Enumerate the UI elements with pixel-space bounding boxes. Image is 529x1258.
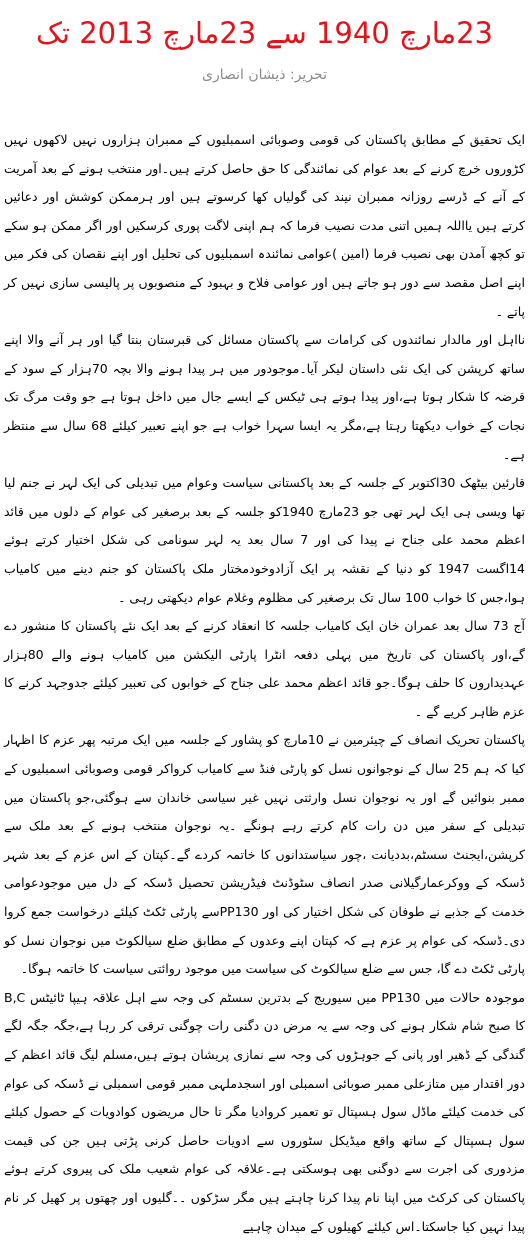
paragraph: آج 73 سال بعد عمران خان ایک کامیاب جلسہ کا انعقاد کرنے کے بعد ایک نئے پاکستان کا منشور دے گے،اور پاکستان کی تاریخ میں پہلی دفعہ انٹرا پارٹی الیکشن میں کامیاب ہونے والے 80ہزار عہدیداروں کا حلف ہوگا۔جو قائد اعظم محمد علی جناح کے خوابوں کی تعبیر کیلئے جدوجہد کرنے کا عزم ظاہر کریے گے ۔ xyxy=(4,618,525,719)
article-byline: تحریر: ذیشان انصاری xyxy=(202,67,327,83)
paragraph: نااہل اور مالدار نمائندوں کی کرامات سے پاکستان مسائل کی قبرستان بنتا گیا اور ہر آنے والا اپنے ساتھ کرپشن کی ایک نئی داستان لیکر آیا۔موجودور میں ہر پیدا ہونے والا بچہ 70ہزار کے سود کے قرضہ کا شکار ہوتا ہے،اور پیدا ہوتے ہی ٹیکس کے ایسے جال میں داخل ہوتا ہے جو وقت مرگ تک نجات کے خواب دیکھتا رہتا ہے،مگر یہ ایسا سہرا خواب ہے جو اپنے تعبیر کیلئے 68 سال سے منتظر ہے۔ xyxy=(4,332,525,462)
paragraph: ایک تحقیق کے مطابق پاکستان کی قومی وصوبائی اسمبلیوں کے ممبران ہزاروں نہیں لاکھوں نہیں کڑوروں خرچ کرنے کے بعد عوام کی نمائندگی کا حق حاصل کرتے ہیں۔اور منتخب ہونے کے بعد آمریت کے آنے کے ڈرسے روزانہ ممبران نیند کی گولیاں کھا کرسوتے ہیں اور ہرممکن کوشش اور دعائیں کرتے ہیں یااللہ ہمیں اتنی مدت نصیب فرما کہ ہم اپنی لاگت پوری کرسکیں اور اگر ممکن ہو سکے تو کچھ آمدن بھی نصیب فرما (امین )عوامی نمائندہ اسمبلیوں کی تحلیل اور اپنے نقصان کی فکر میں اپنے اصل مقصد سے دور ہو جاتے ہیں اور عوامی فلاح و بہبود کے منصوبوں پر پالیسی سازی نہیں کر پاتے ۔ xyxy=(4,132,525,319)
article-title: 23مارچ 1940 سے 23مارچ 2013 تک xyxy=(35,16,494,50)
paragraph: پاکستان تحریک انصاف کے چیئرمین نے 10مارچ کو پشاور کے جلسہ میں ایک مرتبہ پھر عزم کا اظہار کیا کہ ہم 25 سال کے نوجوانوں نسل کو پارٹی فنڈ سے کامیاب کرواکر قومی وصوبائی اسمبلیوں کے ممبر بنوائیں گے اور یہ نوجوان نسل وارثتی نہیں غیر سیاسی خاندان سے ہوگئی،جو پاکستان میں تبدیلی کے سفر میں دن رات کام کرتے رہے ہونگے ۔یہ نوجوان منتخب ہونے کے بعد ملک سے کرپشن،ایجنٹ سسٹم،بددیانت ،چور سیاستدانوں کا خاتمہ کردے گے۔کپتان کے اس عزم کے بعد شہر ڈسکہ کے ووکرعمارگیلانی صدر انصاف سٹوڈنٹ فیڈریشن تحصیل ڈسکہ کے دل میں موجودعوامی خدمت کے جذبے نے طوفان کی شکل اختیار کی اور PP130سے پارٹی ٹکٹ کیلئے درخواست جمع کروا دی۔ڈسکہ کی عوام پر عزم ہے کہ کپتان اپنے وعدوں کے مطابق ضلع سیالکوٹ میں نوجوان نسل کو پارٹی ٹکٹ دے گا، جس سے ضلع سیالکوٹ کی سیاست میں موجود روائتی سیاست کا خاتمہ ہوگا۔ xyxy=(4,732,526,977)
article-body xyxy=(4,126,525,1241)
paragraph: قارئین بیٹھک 30اکتوبر کے جلسہ کے بعد پاکستانی سیاست وعوام میں تبدیلی کی ایک لہر نے جنم لیا تھا ویسی ہی ایک لہر تھی جو 23مارچ 1940کو جلسہ کے بعد برصغیر کی عوام کے دلوں میں قائد اعظم محمد علی جناح نے پیدا کی اور 7 سال بعد یہ لہر سونامی کی شکل اختیار کرتے ہوئے 14اگست 1947 کو دنیا کے نقشہ پر ایک آزادوخودمختار ملک پاکستان کو جنم دینے میں کامیاب ہوا،جس کا خواب 100 سال تک برصغیر کی مظلوم وغلام عوام دیکھتی رہی ۔ xyxy=(4,475,525,605)
paragraph: موجودہ حالات میں PP130 میں سیوریج کے بدترین سسٹم کی وجہ سے اہل علاقہ ہیپا ٹائیٹس B,C کا صبح شام شکار ہونے کی وجہ سے یہ مرض دن دگنی رات چوگنی ترقی کر رہا ہے،جگہ جگہ لگے گندگی کے ڈھیر اور پانی کے جوہڑوں کی وجہ سے نمازی پریشان ہوتے ہیں،مسلم لیگ قائد اعظم کے دور اقتدار میں متازعلی ممبر صوبائی اسمبلی اور اسجدملہی ممبر قومی اسمبلی نے ڈسکہ کی عوام کی خدمت کیلئے ماڈل سول ہسپتال تو تعمیر کروادیا مگر تا حال مریضوں کوادویات کے حصول کیلئے سول ہسپتال کے ساتھ واقع میڈیکل سٹوروں سے ادویات حاصل کرنی پڑتی ہیں جن کی قیمت مزدوری کی اجرت سے دوگنی بھی ہوسکتی ہے۔علاقہ کی عوام شعیب ملک کی پیروی کرتے ہوئے پاکستان کی کرکٹ میں اپنا نام پیدا کرنا چاہتے ہیں مگر سڑکوں ۔۔گلیوں اور چھتوں پر کھیل کر نام پیدا نہیں کیا جاسکتا۔اس کیلئے کھیلوں کے میدان چاہیے xyxy=(4,989,525,1234)
